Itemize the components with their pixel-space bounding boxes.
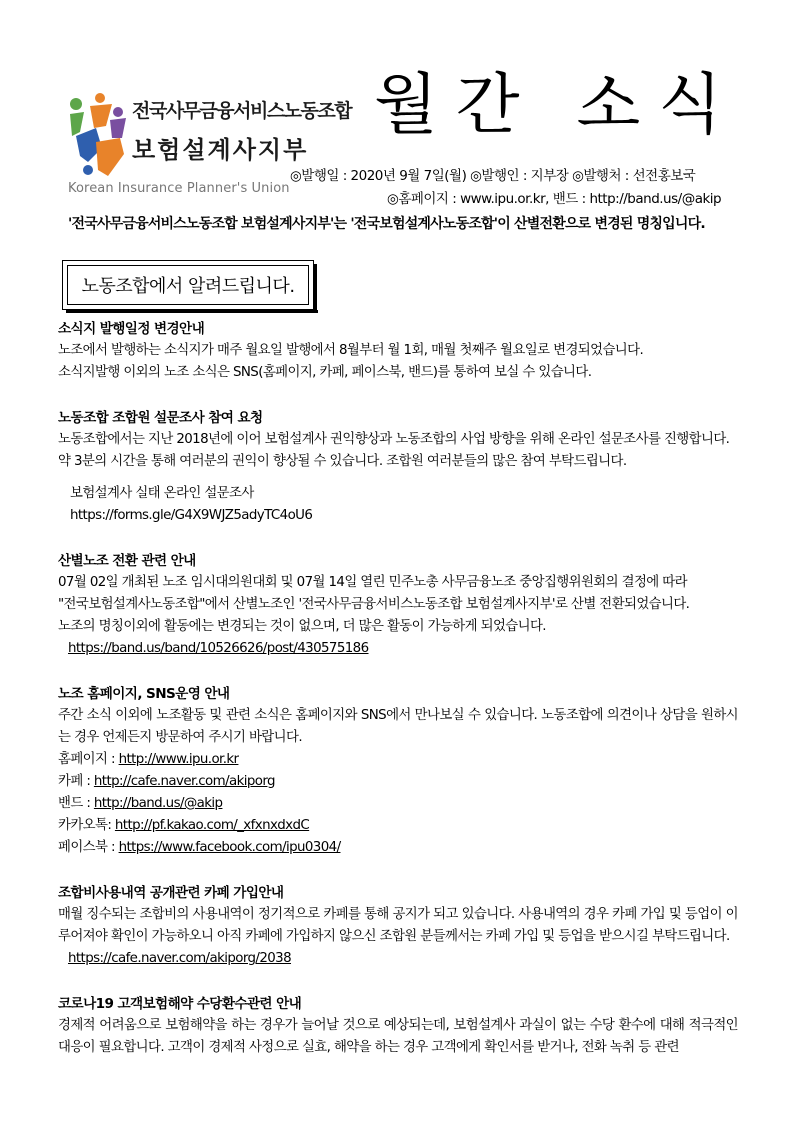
logo-english-name: Korean Insurance Planner's Union bbox=[68, 181, 290, 196]
section-heading: 노동조합에서 알려드립니다. bbox=[67, 265, 309, 305]
cafe-link-row bbox=[58, 771, 738, 793]
name-change-notice: '전국사무금융서비스노동조합 보험설계사지부'는 '전국보험설계사노동조합'이 산별전환으로 변경된 명칭입니다. bbox=[68, 216, 705, 232]
section-title: 산별노조 전환 관련 안내 bbox=[58, 553, 196, 569]
paragraph: 주간 소식 이외에 노조활동 및 관련 소식은 홈페이지와 SNS에서 만나보실 수 있습니다. 노동조합에 의견이나 상담을 원하시는 경우 언제든지 방문하여 주시기 바랍니다. bbox=[58, 708, 738, 745]
union-logo bbox=[66, 88, 352, 198]
section-dues-usage bbox=[58, 882, 738, 970]
paragraph-line: 노조의 명칭이외에 활동에는 변경되는 것이 없으며, 더 많은 활동이 가능하게 되었습니다. bbox=[58, 619, 546, 634]
cafe-link[interactable]: http://cafe.naver.com/akiporg bbox=[93, 774, 275, 789]
publication-info: ◎발행일 : 2020년 9월 7일(월) ◎발행인 : 지부장 ◎발행처 : 선전홍보국 bbox=[290, 168, 696, 184]
link-label: 홈페이지 : bbox=[58, 752, 119, 767]
paragraph-line: 07월 02일 개최된 노조 임시대의원대회 및 07월 14일 열린 민주노총 사무금융노조 중앙집행위원회의 결정에 따라 bbox=[58, 575, 687, 590]
facebook-link[interactable]: https://www.facebook.com/ipu0304/ bbox=[118, 840, 341, 855]
link-label: 밴드 : bbox=[58, 796, 94, 811]
paragraph-line: 노동조합에서는 지난 2018년에 이어 보험설계사 권익향상과 노동조합의 사업 방향을 위해 온라인 설문조사를 진행합니다. bbox=[58, 432, 730, 447]
section-title: 노동조합 조합원 설문조사 참여 요청 bbox=[58, 410, 263, 426]
title-box-shadow-right bbox=[314, 264, 317, 313]
link-label: 페이스북 : bbox=[58, 840, 119, 855]
band-post-link[interactable]: https://band.us/band/10526626/post/430575186 bbox=[68, 641, 369, 656]
section-title: 노조 홈페이지, SNS운영 안내 bbox=[58, 686, 230, 702]
kakaotalk-link-row bbox=[58, 815, 738, 837]
homepage-link[interactable]: http://www.ipu.or.kr bbox=[118, 752, 239, 767]
paragraph-line: 소식지발행 이외의 노조 소식은 SNS(홈페이지, 카페, 페이스북, 밴드)를 통하여 보실 수 있습니다. bbox=[58, 365, 592, 380]
survey-link[interactable]: https://forms.gle/G4X9WJZ5adyTC4oU6 bbox=[70, 508, 313, 523]
survey-label: 보험설계사 실태 온라인 설문조사 bbox=[70, 486, 254, 501]
section-heading-box bbox=[62, 260, 314, 310]
section-covid-cancellation bbox=[58, 993, 738, 1059]
logo-korean-line1: 전국사무금융서비스노동조합 bbox=[132, 100, 352, 122]
newsletter-title: 월간 소식 bbox=[374, 66, 741, 143]
section-union-conversion bbox=[58, 550, 738, 660]
link-label: 카카오톡: bbox=[58, 818, 115, 833]
paragraph: 경제적 어려움으로 보험해약을 하는 경우가 늘어날 것으로 예상되는데, 보험설계사 과실이 없는 수당 환수에 대해 적극적인 대응이 필요합니다. 고객이 경제적 사정으로 실효, 해약을 하는 경우 고객에게 확인서를 받거나, 전화 녹취 등 관련 bbox=[58, 1018, 738, 1055]
section-survey-request bbox=[58, 407, 738, 527]
band-link-row bbox=[58, 793, 738, 815]
section-title: 코로나19 고객보험해약 수당환수관련 안내 bbox=[58, 996, 302, 1012]
link-label: 카페 : bbox=[58, 774, 94, 789]
kakaotalk-link[interactable]: http://pf.kakao.com/_xfxnxdxdC bbox=[114, 818, 310, 833]
union-logo-figures-icon bbox=[66, 92, 130, 178]
logo-korean-line2: 보험설계사지부 bbox=[132, 136, 309, 164]
paragraph-line: 노조에서 발행하는 소식지가 매주 월요일 발행에서 8월부터 월 1회, 매월 첫째주 월요일로 변경되었습니다. bbox=[58, 343, 644, 358]
contact-info: ◎홈페이지 : www.ipu.or.kr, 밴드 : http://band.us/@akip bbox=[387, 191, 722, 207]
paragraph-line: "전국보험설계사노동조합"에서 산별노조인 '전국사무금융서비스노동조합 보험설계사지부'로 산별 전환되었습니다. bbox=[58, 597, 690, 612]
paragraph-line: 약 3분의 시간을 통해 여러분의 권익이 향상될 수 있습니다. 조합원 여러분들의 많은 참여 부탁드립니다. bbox=[58, 454, 627, 469]
section-title: 소식지 발행일정 변경안내 bbox=[58, 321, 205, 337]
band-link[interactable]: http://band.us/@akip bbox=[93, 796, 223, 811]
paragraph: 매월 징수되는 조합비의 사용내역이 정기적으로 카페를 통해 공지가 되고 있습니다. 사용내역의 경우 카페 가입 및 등업이 이루어져야 확인이 가능하오니 아직 카페에 가입하지 않으신 조합원 분들께서는 카페 가입 및 등업을 받으시길 부탁드립니다. bbox=[58, 907, 738, 944]
spacer bbox=[58, 473, 738, 483]
section-schedule-change bbox=[58, 318, 738, 384]
section-title: 조합비사용내역 공개관련 카페 가입안내 bbox=[58, 885, 284, 901]
facebook-link-row bbox=[58, 837, 738, 859]
cafe-post-link[interactable]: https://cafe.naver.com/akiporg/2038 bbox=[68, 951, 292, 966]
newsletter-content bbox=[58, 318, 738, 1082]
section-homepage-sns bbox=[58, 683, 738, 859]
title-box-shadow-bottom bbox=[66, 310, 318, 313]
homepage-link-row bbox=[58, 749, 738, 771]
